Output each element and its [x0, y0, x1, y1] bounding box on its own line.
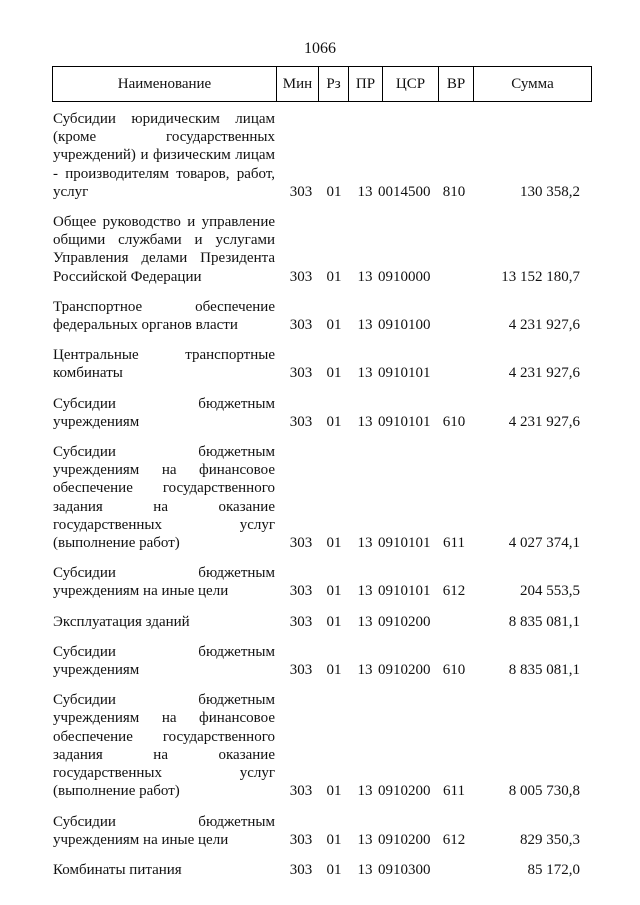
row-rz: 01 [326, 861, 342, 878]
row-pr: 13 [357, 861, 373, 878]
page-number: 1066 [304, 40, 336, 57]
row-rz: 01 [326, 413, 342, 430]
row-pr: 13 [357, 613, 373, 630]
row-name: Эксплуатация зданий [53, 613, 190, 630]
row-pr: 13 [357, 535, 373, 552]
table-row [52, 691, 592, 800]
row-name: Субсидии бюджетным учреждениям на финансовое обеспечение государственного задания на оказание государственных услуг (выполнение работ) [53, 692, 275, 800]
row-csr: 0910101 [378, 365, 431, 382]
table-row [52, 643, 592, 679]
row-pr: 13 [357, 783, 373, 800]
row-name: Субсидии бюджетным учреждениям на иные цели [53, 565, 275, 600]
row-pr: 13 [357, 317, 373, 334]
row-min: 303 [289, 613, 313, 630]
row-min: 303 [289, 365, 313, 382]
header-min: Мин [276, 67, 318, 101]
table-row [52, 443, 592, 552]
row-sum: 4 231 927,6 [508, 413, 580, 430]
row-vr: 611 [443, 783, 465, 800]
table-body [52, 110, 592, 891]
row-csr: 0910200 [378, 831, 431, 848]
header-vr: ВР [438, 67, 473, 101]
row-pr: 13 [357, 662, 373, 679]
row-min: 303 [289, 831, 313, 848]
header-name: Наименование [117, 76, 212, 92]
row-sum: 8 005 730,8 [508, 783, 580, 800]
row-min: 303 [289, 783, 313, 800]
row-sum: 4 231 927,6 [508, 317, 580, 334]
table-row [52, 395, 592, 431]
row-sum: 8 835 081,1 [508, 613, 580, 630]
row-name: Центральные транспортные комбинаты [53, 347, 275, 382]
row-csr: 0910101 [378, 583, 431, 600]
table-row [52, 346, 592, 382]
row-vr: 610 [442, 413, 466, 430]
row-min: 303 [289, 413, 313, 430]
table-row [52, 213, 592, 286]
row-sum: 829 350,3 [520, 831, 580, 848]
row-sum: 130 358,2 [520, 183, 580, 200]
row-pr: 13 [357, 268, 373, 285]
row-rz: 01 [326, 317, 342, 334]
row-min: 303 [289, 317, 313, 334]
row-rz: 01 [326, 535, 342, 552]
row-name: Субсидии бюджетным учреждениям [53, 395, 275, 430]
row-name: Субсидии бюджетным учреждениям [53, 643, 275, 679]
row-name: Общее руководство и управление общими службами и услугами Управления делами Президента Российской Федерации [53, 214, 275, 285]
row-csr: 0910200 [378, 783, 431, 800]
row-vr: 611 [443, 535, 465, 552]
row-name: Субсидии бюджетным учреждениям на финансовое обеспечение государственного задания на оказание государственных услуг (выполнение работ) [53, 444, 275, 552]
table-row [52, 613, 592, 631]
row-name: Комбинаты питания [53, 861, 182, 878]
row-pr: 13 [357, 583, 373, 600]
row-min: 303 [289, 268, 313, 285]
header-sum: Сумма [473, 67, 591, 101]
table-row [52, 564, 592, 600]
row-pr: 13 [357, 413, 373, 430]
row-name: Субсидии юридическим лицам (кроме государственных учреждений) и физическим лицам - производителям товаров, работ, услуг [53, 111, 275, 200]
row-vr: 612 [442, 831, 466, 848]
row-rz: 01 [326, 583, 342, 600]
row-csr: 0910200 [378, 613, 431, 630]
table-row [52, 110, 592, 201]
row-min: 303 [289, 183, 313, 200]
row-csr: 0910200 [378, 662, 431, 679]
row-vr: 610 [442, 662, 466, 679]
row-csr: 0910000 [378, 268, 431, 285]
row-min: 303 [289, 535, 313, 552]
header-pr: ПР [348, 67, 382, 101]
row-min: 303 [289, 583, 313, 600]
row-sum: 204 553,5 [520, 583, 580, 600]
row-rz: 01 [326, 613, 342, 630]
row-sum: 13 152 180,7 [501, 268, 580, 285]
row-min: 303 [289, 662, 313, 679]
row-rz: 01 [326, 268, 342, 285]
row-rz: 01 [326, 662, 342, 679]
row-csr: 0910300 [378, 861, 431, 878]
table-row [52, 298, 592, 334]
row-rz: 01 [326, 783, 342, 800]
row-rz: 01 [326, 183, 342, 200]
table-row [52, 861, 592, 879]
row-sum: 4 027 374,1 [508, 535, 580, 552]
row-name: Транспортное обеспечение федеральных органов власти [53, 298, 275, 334]
row-min: 303 [289, 861, 313, 878]
row-csr: 0014500 [378, 183, 431, 200]
row-vr: 612 [442, 583, 466, 600]
row-csr: 0910101 [378, 535, 431, 552]
row-sum: 8 835 081,1 [508, 662, 580, 679]
table-row [52, 813, 592, 849]
row-csr: 0910101 [378, 413, 431, 430]
row-vr: 810 [442, 183, 466, 200]
row-sum: 4 231 927,6 [508, 365, 580, 382]
row-rz: 01 [326, 831, 342, 848]
row-pr: 13 [357, 365, 373, 382]
header-rz: Рз [318, 67, 348, 101]
row-csr: 0910100 [378, 317, 431, 334]
row-rz: 01 [326, 365, 342, 382]
row-name: Субсидии бюджетным учреждениям на иные цели [53, 813, 275, 848]
row-pr: 13 [357, 183, 373, 200]
table-header [52, 66, 592, 102]
header-csr: ЦСР [382, 67, 438, 101]
row-pr: 13 [357, 831, 373, 848]
row-sum: 85 172,0 [527, 861, 580, 878]
